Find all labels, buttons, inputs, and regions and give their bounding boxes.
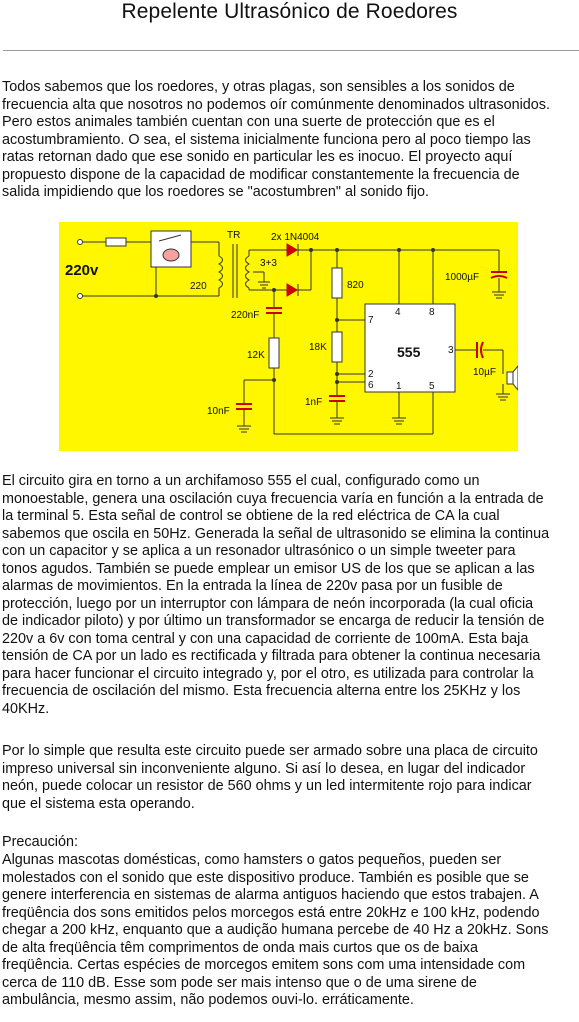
text-line: de indicador piloto) y por último un transformador se encarga de reducir la tensión de	[2, 613, 545, 629]
assembly-paragraph	[2, 743, 579, 813]
text-line: con un capacitor y se aplica a un resonador ultrasónico o un simple tweeter para	[2, 543, 516, 559]
text-line: 220v a 6v con toma central y con una capacidad de corriente de 100mA. Esta baja	[2, 630, 529, 647]
text-line: Algunas mascotas domésticas, como hamsters o gatos pequeños, pueden ser	[2, 852, 502, 868]
text-line: tonos agudos. También se puede emplear un emisor US de los que se aplican a las	[2, 560, 535, 577]
text-line: Pero estos animales también cuentan con una suerte de protección que es el	[2, 114, 495, 130]
text-line: frecuencia alta que nosotros no podemos oír comúnmente denominados ultrasonidos.	[2, 96, 550, 113]
text-line: 40KHz.	[2, 700, 50, 717]
label-r820: 820	[347, 280, 364, 291]
label-pin6: 6	[368, 380, 374, 391]
label-c1n: 1nF	[305, 397, 323, 408]
text-line: salida impidiendo que los roedores se "acostumbren" al sonido fijo.	[2, 184, 429, 200]
label-pin1: 1	[396, 381, 402, 392]
label-secondary: 3+3	[260, 258, 277, 269]
label-pin5: 5	[429, 381, 435, 392]
label-diodes: 2x 1N4004	[271, 232, 320, 243]
label-primary: 220	[190, 281, 207, 292]
label-pin4: 4	[395, 307, 401, 318]
caution-heading: Precaución:	[2, 834, 78, 850]
text-line: molestados con el sonido que este dispositivo produce. También es posible que se	[2, 869, 529, 886]
text-line: impreso universal sin inconveniente alguno. Si así lo desea, en lugar del indicador	[2, 760, 526, 777]
label-c10u: 10µF	[473, 367, 496, 378]
intro-paragraph	[2, 79, 579, 202]
speaker	[507, 372, 513, 384]
text-line: freqüência dos sons emitidos pelos morcegos está entre 20kHz e 100 kHz, podendo	[2, 904, 540, 921]
text-line: que el sistema esta operando.	[2, 795, 195, 812]
text-line: monoestable, genera una oscilación cuya frecuencia varía en función a la entrada de	[2, 490, 544, 507]
page-title: Repelente Ultrasónico de Roedores	[121, 0, 458, 23]
label-mains: 220v	[65, 262, 99, 279]
text-line: acostumbramiento. O sea, el sistema inicialmente funciona pero al poco tiempo las	[2, 131, 531, 148]
caution-paragraph	[2, 852, 579, 1010]
text-line: la terminal 5. Esta señal de control se obtiene de la red eléctrica de CA la cual	[2, 508, 500, 524]
text-line: chegar a 200 kHz, enquanto que a audição humana percebe de 40 Hz a 20kHz. Sons	[2, 922, 549, 938]
text-line: protección, luego por un interruptor con lámpara de neón incorporada (la cual oficia	[2, 595, 534, 612]
resistor-18k	[332, 332, 342, 362]
label-r18k: 18K	[309, 342, 327, 353]
label-pin3: 3	[448, 345, 454, 356]
text-line: ratas retornan dado que ese sonido en particular les es inocuo. El proyecto aquí	[2, 149, 513, 165]
label-c1000: 1000µF	[445, 272, 480, 283]
label-pin7: 7	[368, 315, 374, 326]
resistor-12k	[269, 338, 279, 368]
label-c10n: 10nF	[207, 406, 230, 417]
text-line: cerca de 110 dB. Esse som pode ser mais intenso que o de uma sirene de	[2, 974, 477, 991]
text-line: Por lo simple que resulta este circuito puede ser armado sobre una placa de circuito	[2, 743, 538, 759]
text-line: freqüência. Certas espécies de morcegos emitem sons com uma intensidade com	[2, 957, 526, 973]
description-paragraph	[2, 473, 579, 718]
text-line: para hacer funcionar el circuito integrado y, por el otro, es utilizada para controlar la	[2, 665, 534, 682]
text-line: tensión de CA por un lado es rectificada y filtrada para obtener la continua necesaria	[2, 648, 541, 664]
text-line: frecuencia de oscilación del mismo. Esta frecuencia alterna entre los 25KHz y los	[2, 683, 521, 699]
text-line: El circuito gira en torno a un archifamoso 555 el cual, configurado como un	[2, 473, 480, 489]
text-line: sabemos que oscila en 50Hz. Generada la señal de ultrasonido se elimina la continua	[2, 525, 550, 542]
circuit-schematic	[59, 222, 518, 451]
label-pin2: 2	[368, 369, 374, 380]
fuse	[106, 238, 126, 246]
resistor-820	[332, 268, 342, 298]
text-line: de alta freqüência têm comprimentos de onda mais curtos que os de baixa	[2, 939, 478, 956]
text-line: neón, puede colocar un resistor de 560 ohms y un led intermitente rojo para indicar	[2, 778, 532, 794]
label-pin8: 8	[429, 307, 435, 318]
label-transformer: TR	[227, 230, 241, 241]
label-c220n: 220nF	[231, 310, 260, 321]
title-divider	[3, 50, 579, 51]
text-line: alarmas de movimientos. En la entrada la línea de 220v pasa por un fusible de	[2, 578, 503, 594]
text-line: ambulância, mesmo assim, não podemos ouvi-lo. erráticamente.	[2, 992, 414, 1008]
text-line: Todos sabemos que los roedores, y otras plagas, son sensibles a los sonidos de	[2, 79, 515, 95]
label-r12k: 12K	[247, 350, 265, 361]
text-line: propuesto dispone de la capacidad de modificar constantemente la frecuencia de	[2, 166, 520, 183]
text-line: genere interferencia en sistemas de alarma antiguos haciendo que estos trabajen. A	[2, 887, 539, 903]
label-ic: 555	[397, 344, 421, 360]
